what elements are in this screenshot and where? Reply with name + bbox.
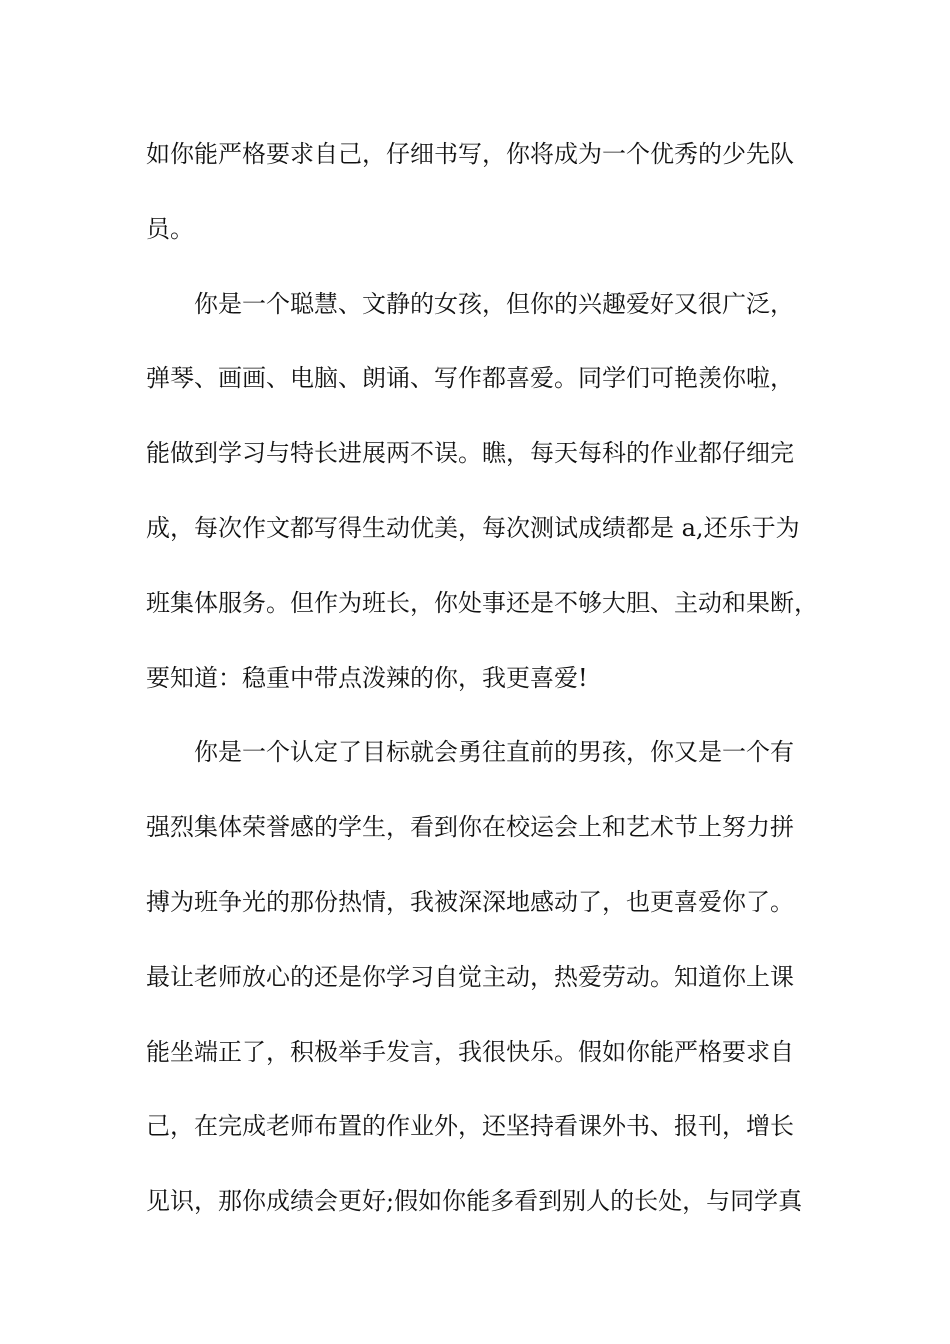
text-line-1: 如你能严格要求自己，仔细书写，你将成为一个优秀的少先队 [146, 140, 794, 168]
text-line-13: 能坐端正了，积极举手发言，我很快乐。假如你能严格要求自 [146, 1037, 794, 1066]
text-line-11: 搏为班争光的那份热情，我被深深地感动了，也更喜爱你了。 [146, 887, 794, 916]
text-line-8: 要知道：稳重中带点泼辣的你，我更喜爱! [146, 663, 588, 692]
text-line-15: 见识，那你成绩会更好;假如你能多看到别人的长处，与同学真 [146, 1187, 803, 1216]
paragraph-start-line: 你是一个聪慧、文静的女孩，但你的兴趣爱好又很广泛， [194, 289, 794, 318]
text-line-14: 己，在完成老师布置的作业外，还坚持看课外书、报刊，增长 [146, 1112, 794, 1141]
document-body [146, 128, 826, 1250]
text-line-4: 弹琴、画画、电脑、朗诵、写作都喜爱。同学们可艳羡你啦， [146, 364, 794, 393]
text-line-2: 员。 [146, 214, 194, 243]
text-line-12: 最让老师放心的还是你学习自觉主动，热爱劳动。知道你上课 [146, 962, 794, 991]
text-line-10: 强烈集体荣誉感的学生，看到你在校运会上和艺术节上努力拼 [146, 813, 794, 842]
text-line-7: 班集体服务。但作为班长，你处事还是不够大胆、主动和果断， [146, 588, 818, 617]
text-line-6: 成，每次作文都写得生动优美，每次测试成绩都是 a,还乐于为 [146, 513, 800, 542]
paragraph-start-line: 你是一个认定了目标就会勇往直前的男孩，你又是一个有 [194, 738, 794, 767]
text-line-5: 能做到学习与特长进展两不误。瞧，每天每科的作业都仔细完 [146, 439, 794, 468]
